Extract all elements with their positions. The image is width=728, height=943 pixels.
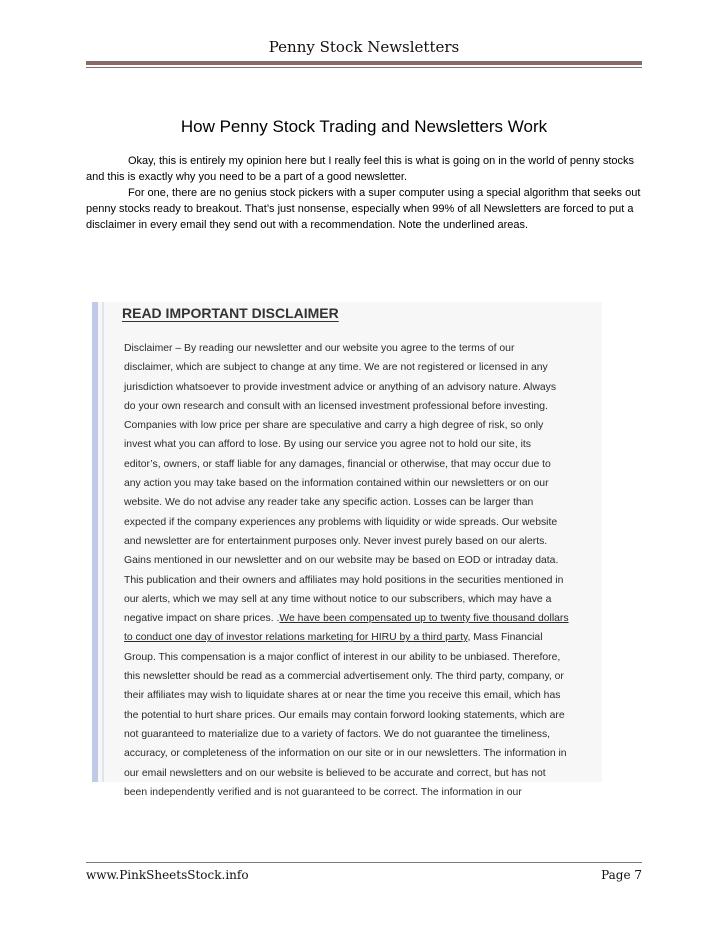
disclaimer-line: website. We do not advise any reader take any specific action. Losses can be larger than [124, 497, 534, 509]
disclaimer-line: their affiliates may wish to liquidate shares at or near the time you receive this email, which has [124, 690, 561, 702]
section-title: How Penny Stock Trading and Newsletters Work [180, 117, 548, 136]
disclaimer-line: This publication and their owners and affiliates may hold positions in the securities mentioned in [124, 574, 564, 586]
disclaimer-line: and newsletter are for entertainment purposes only. Never invest purely based on our alerts. [124, 535, 548, 547]
disclaimer-line-underlined-2 [124, 628, 594, 647]
disclaimer-line-text: negative impact on share prices. . [124, 613, 280, 625]
disclaimer-body [124, 339, 594, 802]
page-header-title: Penny Stock Newsletters [268, 38, 460, 56]
disclaimer-line: any action you may take based on the information contained within our newsletters or on our [124, 478, 549, 490]
disclaimer-image [92, 302, 602, 798]
disclaimer-line: the potential to hurt share prices. Our emails may contain forword looking statements, which are [124, 709, 565, 721]
disclaimer-line: Disclaimer – By reading our newsletter and our website you agree to the terms of our [124, 343, 515, 354]
disclaimer-line: our alerts, which we may sell at any time without notice to our subscribers, which may have a [124, 593, 552, 605]
underlined-marketing-text: to conduct one day of investor relations marketing for HIRU by a third party [124, 632, 468, 644]
footer-website: www.PinkSheetsStock.info [86, 868, 249, 882]
disclaimer-side-bar [92, 302, 98, 782]
disclaimer-line: do your own research and consult with an licensed investment professional before investing. [124, 400, 548, 412]
disclaimer-line: not guaranteed to materialize due to a variety of factors. We do not guarantee the timeliness, [124, 728, 551, 740]
disclaimer-line: Group. This compensation is a major conflict of interest in our ability to be unbiased. Therefore, [124, 651, 561, 663]
disclaimer-heading: READ IMPORTANT DISCLAIMER [122, 305, 339, 321]
disclaimer-line: jurisdiction whatsoever to provide investment advice or anything of an advisory nature. Always [124, 381, 557, 393]
disclaimer-line: Companies with low price per share are speculative and carry a high degree of risk, so only [124, 420, 544, 432]
paragraph-1: Okay, this is entirely my opinion here but I really feel this is what is going on in the world of penny stocks and this is exactly why you need to be a part of a good newsletter. [86, 155, 635, 183]
footer-rule [86, 862, 642, 863]
disclaimer-side-bar-thin [102, 302, 104, 782]
disclaimer-line: been independently verified and is not guaranteed to be correct. The information in our [124, 786, 522, 798]
disclaimer-line: editor’s, owners, or staff liable for any damages, financial or otherwise, that may occur due to [124, 458, 551, 470]
footer-page-number: Page 7 [601, 868, 642, 882]
disclaimer-line: expected if the company experiences any problems with liquidity or wide spreads. Our website [124, 516, 558, 528]
paragraph-2: For one, there are no genius stock pickers with a super computer using a special algorithm that seeks out penny stocks ready to breakout. That’s just nonsense, especially when 99% of all Newsletters are forced to put a disclaimer in every email they send out with a recommendation. Note the underlined areas. [86, 187, 641, 231]
disclaimer-line: invest what you can afford to lose. By using our service you agree not to hold our site, its [124, 439, 532, 451]
header-rule-thin [86, 67, 642, 68]
disclaimer-line: Gains mentioned in our newsletter and on our website may be based on EOD or intraday data. [124, 555, 559, 567]
disclaimer-line: accuracy, or completeness of the information on our site or in our newsletters. The information in [124, 748, 567, 760]
disclaimer-line: this newsletter should be read as a commercial advertisement only. The third party, company, or [124, 671, 564, 683]
body-text [86, 153, 646, 233]
header-rule-thick [86, 61, 642, 65]
disclaimer-line: disclaimer, which are subject to change at any time. We are not registered or licensed in any [124, 362, 548, 374]
disclaimer-line-underlined-1 [124, 609, 594, 628]
disclaimer-line: our email newsletters and on our website is believed to be accurate and correct, but has not [124, 767, 546, 779]
underlined-compensation-text: We have been compensated up to twenty five thousand dollars [279, 613, 569, 625]
disclaimer-line-text: , Mass Financial [467, 632, 543, 644]
